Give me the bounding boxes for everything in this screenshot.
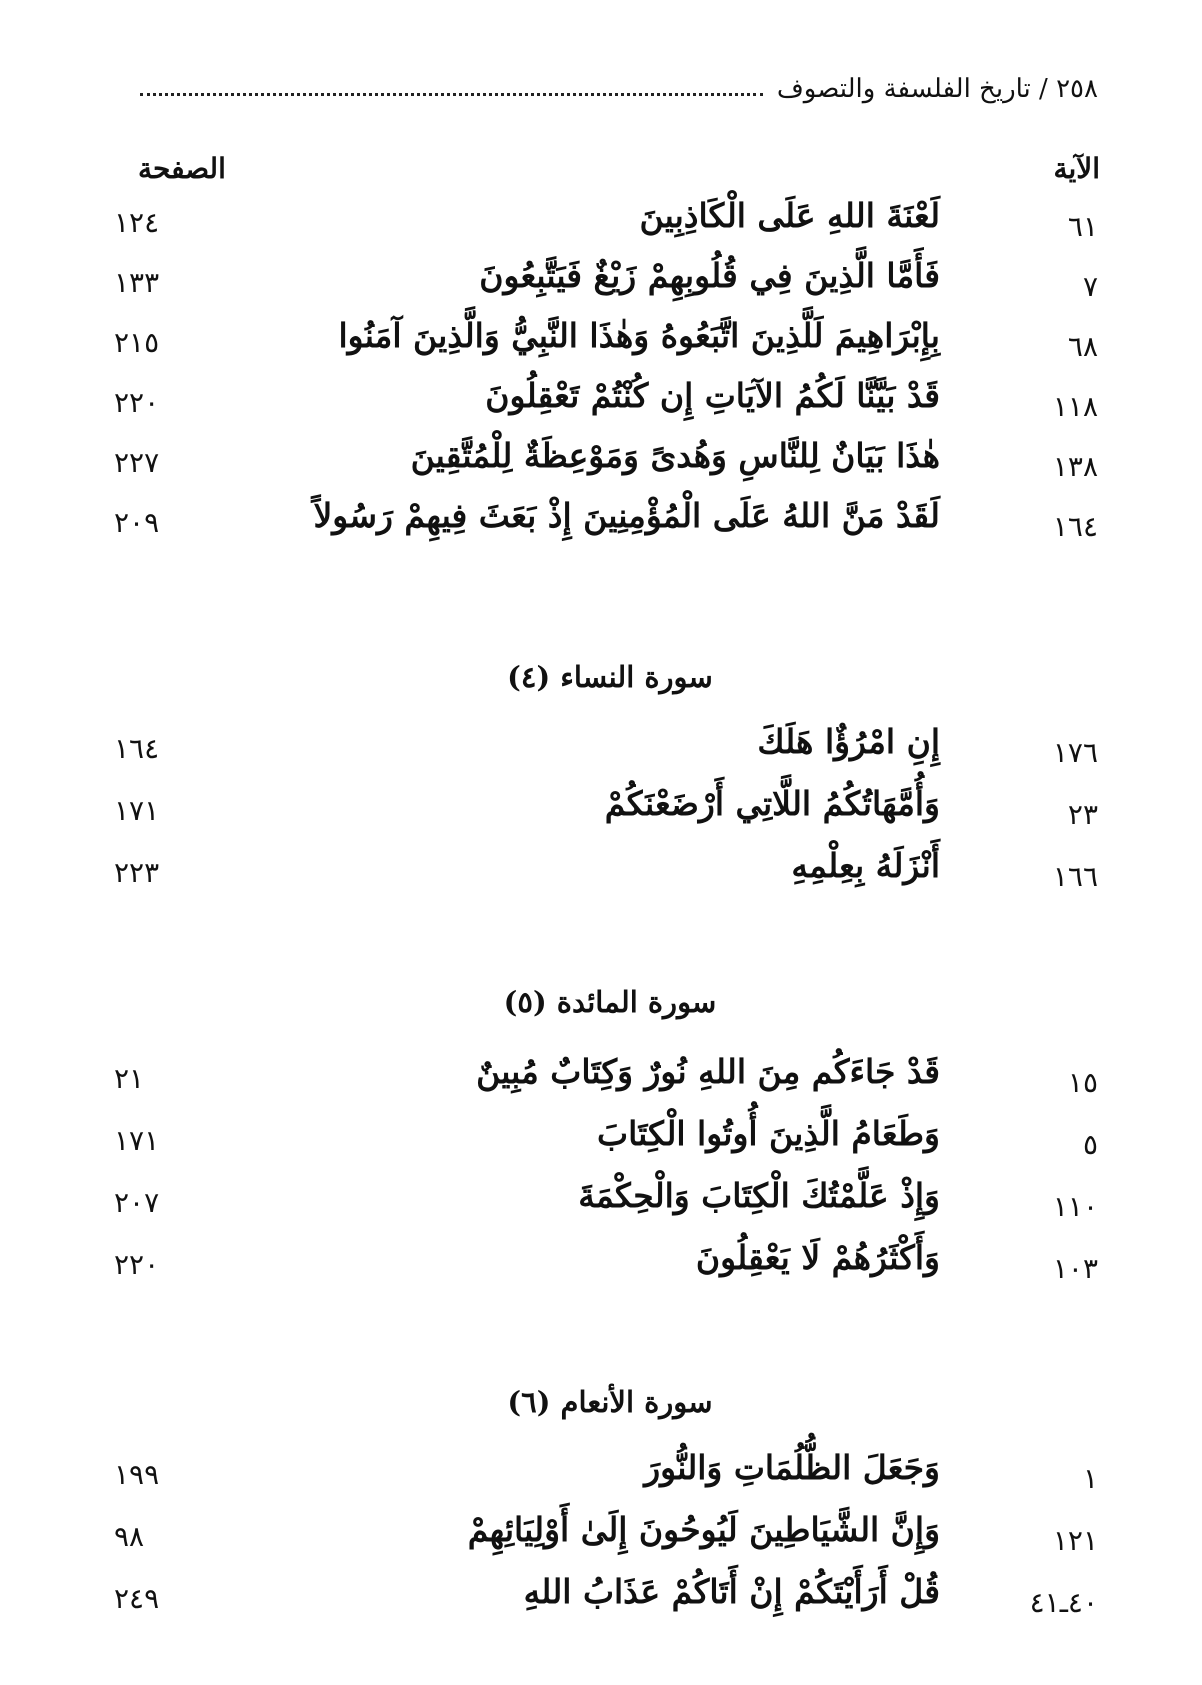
ayah-number: ٦٨ — [1067, 330, 1098, 363]
verse-text: قَدْ جَاءَكُم مِنَ اللهِ نُورٌ وَكِتَابٌ مُبِينٌ — [476, 1052, 940, 1091]
ayah-number: ٢٣ — [1067, 798, 1098, 831]
column-heading-page: الصفحة — [138, 152, 226, 185]
surah-heading-nisa: سورة النساء (٤) — [507, 660, 713, 694]
page-number: ١٦٤ — [114, 732, 160, 765]
verse-text: لَقَدْ مَنَّ اللهُ عَلَى الْمُؤْمِنِينَ إِذْ بَعَثَ فِيهِمْ رَسُولاً — [313, 496, 940, 535]
verse-text: أَنْزَلَهُ بِعِلْمِهِ — [791, 846, 940, 885]
verse-text: قُلْ أَرَأَيْتَكُمْ إِنْ أَتَاكُمْ عَذَابُ اللهِ — [523, 1572, 940, 1611]
verse-text: إِنِ امْرُؤٌا هَلَكَ — [757, 722, 940, 761]
page-number: ٢٠٧ — [114, 1186, 160, 1219]
page-number: ٢٢٣ — [114, 856, 160, 889]
page-number: ٢١ — [114, 1062, 145, 1095]
verse-text: فَأَمَّا الَّذِينَ فِي قُلُوبِهِمْ زَيْغٌ فَيَتَّبِعُونَ — [479, 256, 940, 295]
ayah-number: ١٥ — [1067, 1066, 1098, 1099]
page-number: ٢٢٠ — [114, 386, 160, 419]
verse-text: بِإِبْرَاهِيمَ لَلَّذِينَ اتَّبَعُوهُ وَهٰذَا النَّبِيُّ وَالَّذِينَ آمَنُوا — [338, 316, 940, 355]
ayah-number: ١٠٣ — [1052, 1252, 1098, 1285]
verse-text: وَأُمَّهَاتُكُمُ اللَّاتِي أَرْضَعْنَكُمْ — [604, 784, 940, 823]
page-number: ١٧١ — [114, 1124, 160, 1157]
index-row — [0, 1114, 1202, 1170]
index-row — [0, 846, 1202, 902]
verse-text: وَجَعَلَ الظُّلُمَاتِ وَالنُّورَ — [644, 1448, 940, 1487]
page-number: ٢٠٩ — [114, 506, 160, 539]
index-row — [0, 1176, 1202, 1232]
index-row — [0, 1052, 1202, 1108]
page-number: ٢٢٧ — [114, 446, 160, 479]
verse-text: هٰذَا بَيَانٌ لِلنَّاسِ وَهُدىً وَمَوْعِظَةٌ لِلْمُتَّقِينَ — [410, 436, 940, 475]
index-row — [0, 784, 1202, 840]
ayah-number: ١٦٤ — [1052, 510, 1098, 543]
ayah-number: ١١٠ — [1052, 1190, 1098, 1223]
index-row — [0, 722, 1202, 778]
ayah-number: ١٢١ — [1052, 1524, 1098, 1557]
ayah-number: ١٣٨ — [1052, 450, 1098, 483]
page-number: ٢١٥ — [114, 326, 160, 359]
ayah-number: ٧ — [1082, 270, 1098, 303]
ayah-number: ٦١ — [1067, 210, 1098, 243]
ayah-number: ١٧٦ — [1052, 736, 1098, 769]
page-header — [140, 64, 1098, 104]
page-number: ٢٤٩ — [114, 1582, 160, 1615]
index-row — [0, 1448, 1202, 1504]
index-row — [0, 436, 1202, 492]
index-row — [0, 256, 1202, 312]
ayah-number: ١٦٦ — [1052, 860, 1098, 893]
index-row — [0, 1510, 1202, 1566]
index-row — [0, 1572, 1202, 1628]
surah-heading-maidah: سورة المائدة (٥) — [503, 985, 717, 1019]
page-number: ٩٨ — [114, 1520, 145, 1553]
index-row — [0, 316, 1202, 372]
index-row — [0, 1238, 1202, 1294]
verse-text: وَأَكْثَرُهُمْ لَا يَعْقِلُونَ — [695, 1238, 940, 1277]
verse-text: لَعْنَةَ اللهِ عَلَى الْكَاذِبِينَ — [639, 196, 940, 235]
ayah-number: ١ — [1082, 1462, 1098, 1495]
index-row — [0, 496, 1202, 552]
running-header-title: ٢٥٨ / تاريخ الفلسفة والتصوف — [776, 74, 1098, 104]
page-number: ١٩٩ — [114, 1458, 160, 1491]
verse-text: وَإِذْ عَلَّمْتُكَ الْكِتَابَ وَالْحِكْمَةَ — [578, 1176, 940, 1215]
verse-text: وَطَعَامُ الَّذِينَ أُوتُوا الْكِتَابَ — [597, 1114, 940, 1153]
page-number: ٢٢٠ — [114, 1248, 160, 1281]
index-row — [0, 196, 1202, 252]
header-dotted-leader — [140, 93, 763, 96]
index-row — [0, 376, 1202, 432]
page-number: ١٢٤ — [114, 206, 160, 239]
ayah-number: ٥ — [1082, 1128, 1098, 1161]
surah-heading-anam: سورة الأنعام (٦) — [507, 1385, 713, 1419]
column-heading-ayah: الآية — [1053, 152, 1100, 185]
verse-text: وَإِنَّ الشَّيَاطِينَ لَيُوحُونَ إِلَىٰ أَوْلِيَائِهِمْ — [467, 1510, 940, 1549]
verse-text: قَدْ بَيَّنَّا لَكُمُ الآيَاتِ إِن كُنْتُمْ تَعْقِلُونَ — [485, 376, 940, 415]
ayah-number: ٤٠ـ٤١ — [1029, 1586, 1098, 1619]
page-number: ١٣٣ — [114, 266, 160, 299]
ayah-number: ١١٨ — [1052, 390, 1098, 423]
page-number: ١٧١ — [114, 794, 160, 827]
